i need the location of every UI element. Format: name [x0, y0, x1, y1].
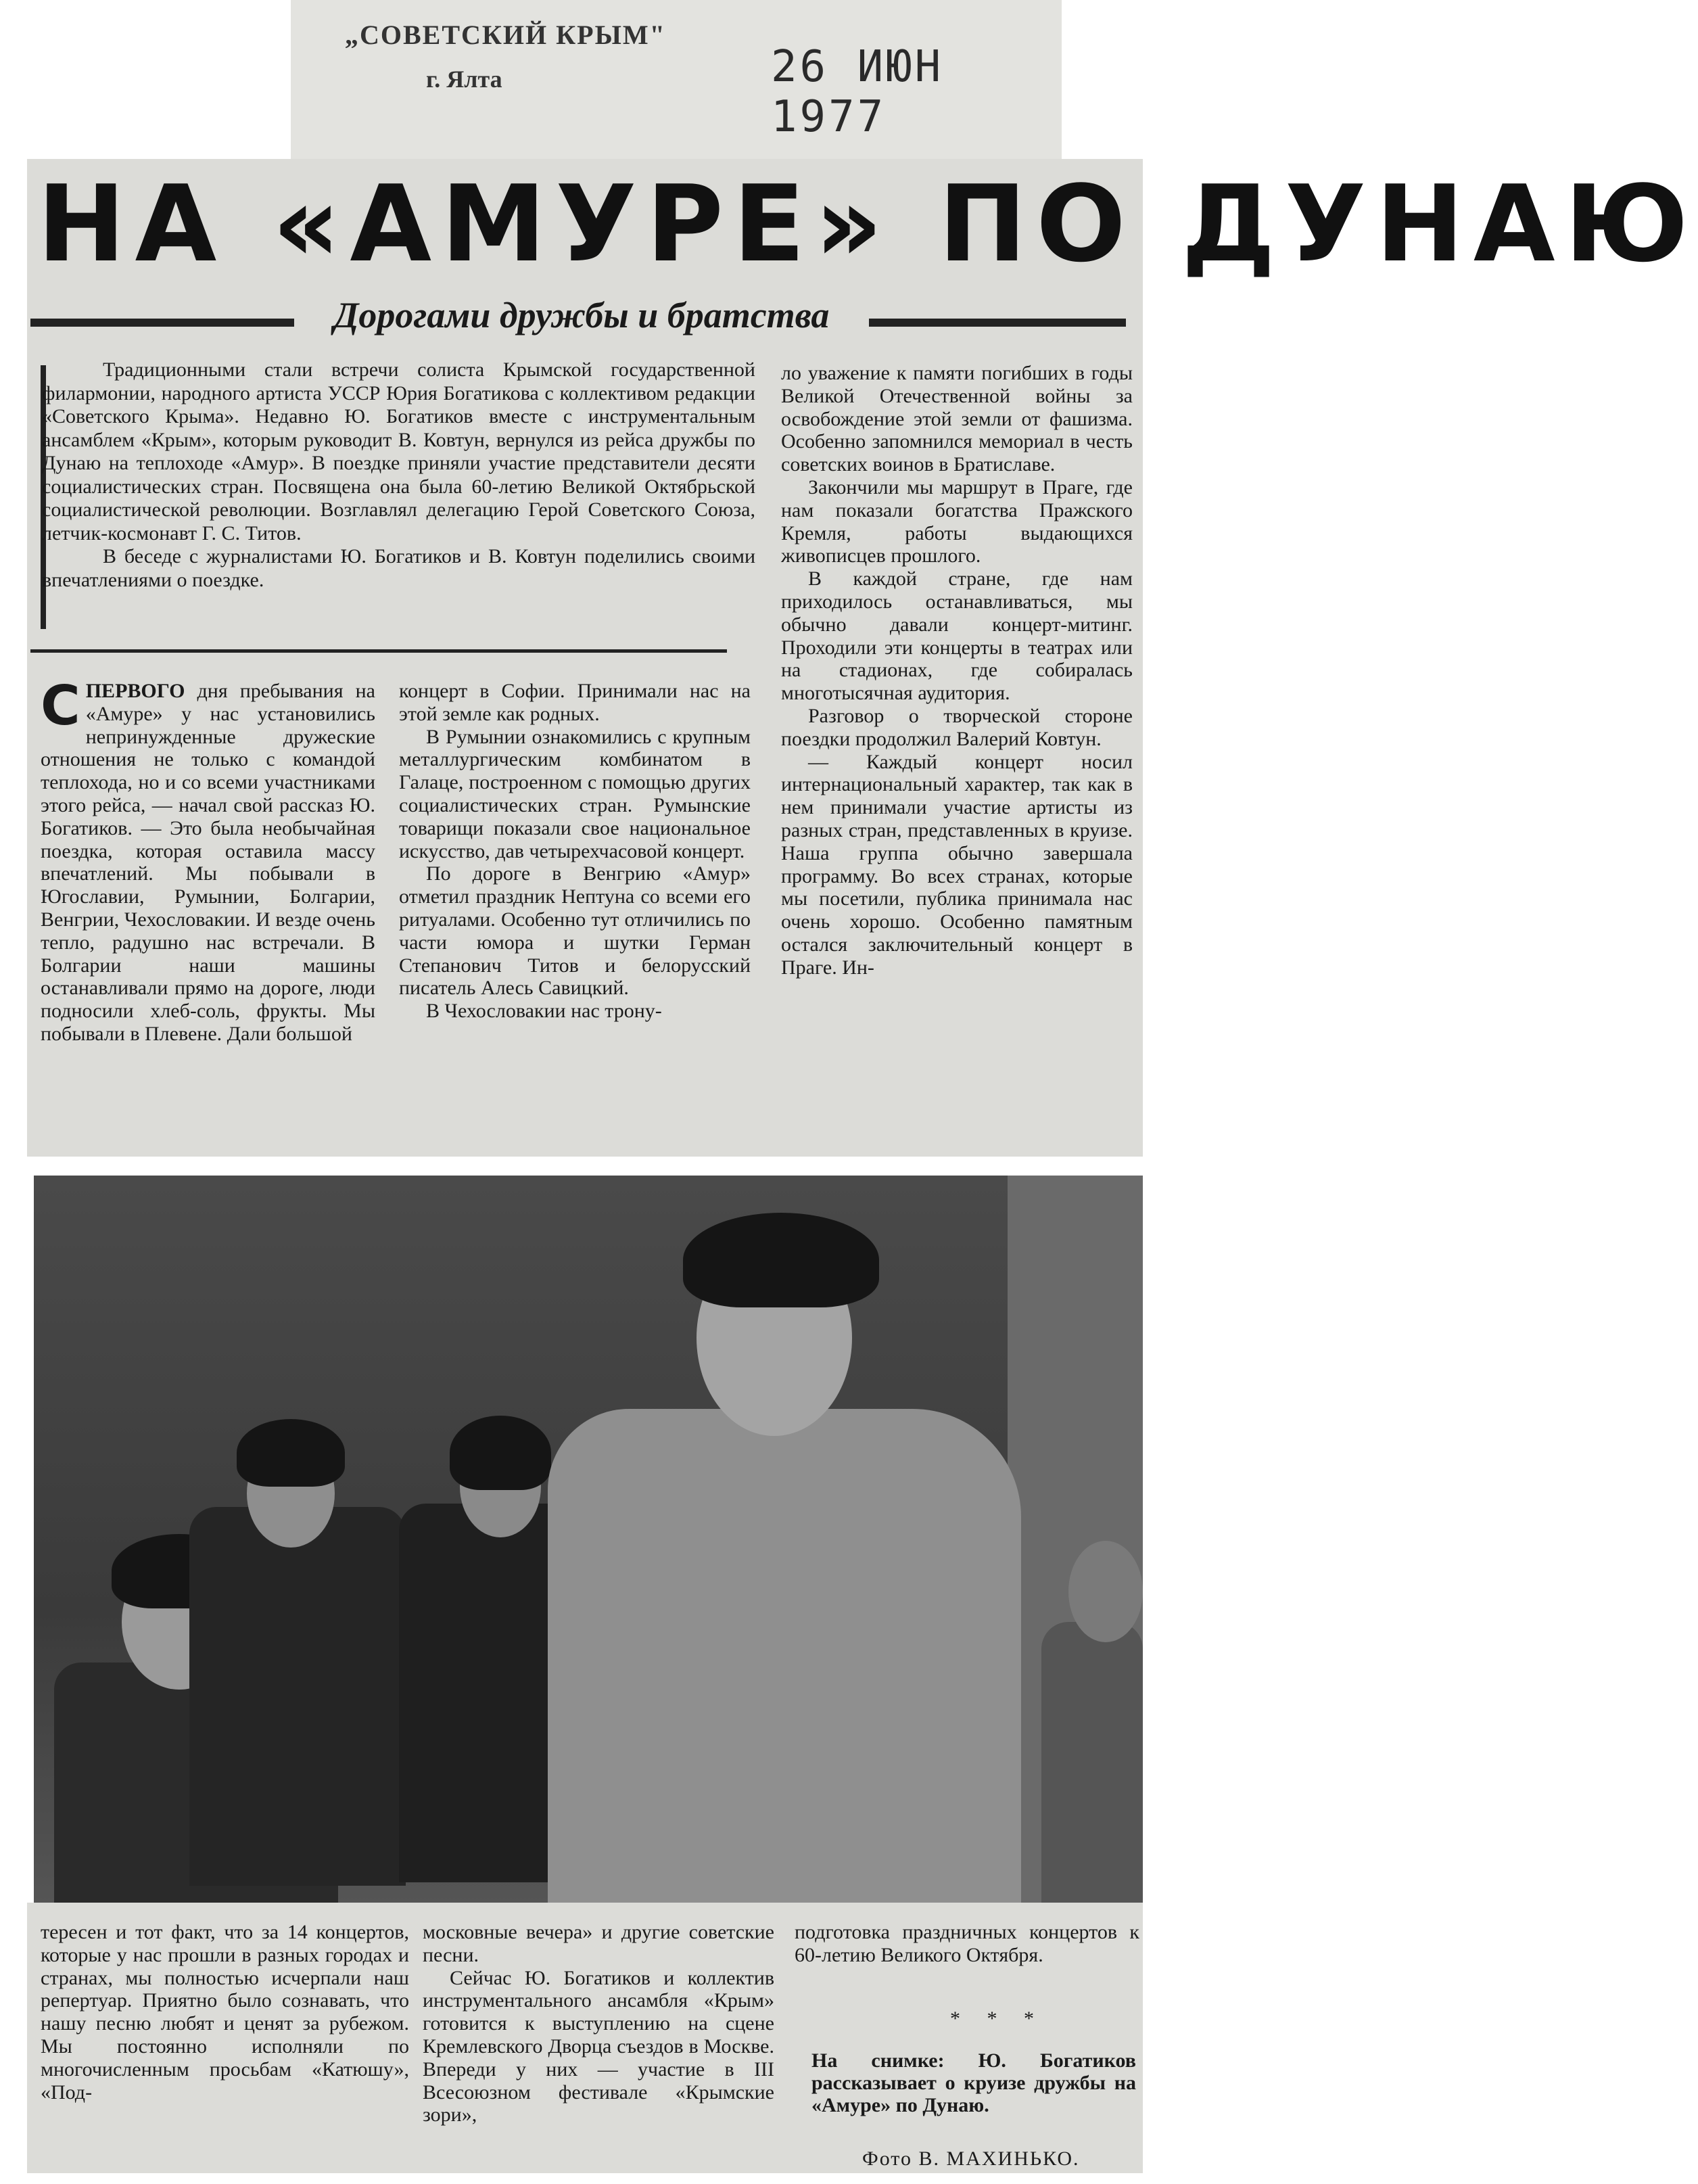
- first-word: ПЕРВОГО: [85, 680, 185, 702]
- column-text: Разговор о творческой стороне поездки продолжил Валерий Ковтун.: [781, 704, 1133, 750]
- article-column-3: [781, 362, 1133, 979]
- column-text: подготовка праздничных концертов к 60-летию Великого Октября.: [795, 1921, 1139, 1966]
- lead-text: Традиционными стали встречи солиста Крымской государственной филармонии, народного артиста УССР Юрия Богатикова с коллективом редакции «Советского Крыма». Недавно Ю. Богатиков вместе с инструментальным ансамблем «Крым», которым руководит В. Ковтун, вернулся из рейса дружбы по Дунаю на теплоходе «Амур». В поездке приняли участие представители десяти социалистических стран. Посвящена она была 60-летию Великой Октябрьской социалистической революции. Возглавлял делегацию Герой Советского Союза, летчик-космонавт Г. С. Титов.: [42, 358, 755, 544]
- column-text: дня пребывания на «Амуре» у нас установились непринужденные дружеские отношения не только с командой теплохода, но и со всеми участниками этого рейса, — начал свой рассказ Ю. Богатиков. — Это была необычайная поездка, которая оставила массу впечатлений. Мы побывали в Югославии, Румынии, Болгарии, Венгрии, Чехословакии. И везде очень тепло, радушно нас встречали. В Болгарии наши машины останавливали прямо на дороге, люди подносили хлеб-соль, фрукты. Мы побывали в Плевене. Дали большой: [41, 680, 375, 1045]
- lead-paragraph: [42, 358, 755, 592]
- column-text: В каждой стране, где нам приходилось останавливаться, мы обычно давали концерт-митинг. Проходили эти концерты в театрах или на стадионах, где собиралась многотысячная аудитория.: [781, 567, 1133, 705]
- photo-credit: Фото В. МАХИНЬКО.: [862, 2147, 1080, 2170]
- subheadline-row: [30, 294, 1133, 348]
- bottom-column-2: [423, 1921, 774, 2127]
- column-text: московные вечера» и другие советские песни.: [423, 1921, 774, 1966]
- column-text: тересен и тот факт, что за 14 концертов, которые у нас прошли в разных городах и странах, мы полностью исчерпали наш репертуар. Приятно было сознавать, что нашу песню любят и ценят за рубежом. Мы постоянно исполняли по многочисленным просьбам «Катюшу», «Под-: [41, 1921, 409, 2104]
- article-column-1: [41, 674, 375, 1046]
- column-text: В Чехословакии нас трону-: [426, 1000, 662, 1023]
- drop-cap: С: [41, 674, 80, 737]
- column-text: ло уважение к памяти погибших в годы Великой Отечественной войны за освобождение этой земли от фашизма. Особенно запомнился мемориал в честь советских воинов в Братиславе.: [781, 362, 1133, 476]
- bottom-column-3: [795, 1921, 1139, 1967]
- section-separator: * * *: [950, 2007, 1045, 2030]
- lead-text: В беседе с журналистами Ю. Богатиков и В. Ковтун поделились своими впечатлениями о поездке.: [42, 545, 755, 591]
- photo: [34, 1176, 1143, 1903]
- masthead: [291, 0, 1062, 159]
- headline: НА «АМУРЕ» ПО ДУНАЮ: [37, 162, 1698, 285]
- photo-caption: На снимке: Ю. Богатиков рассказывает о круизе дружбы на «Амуре» по Дунаю.: [811, 2049, 1136, 2116]
- column-text: — Каждый концерт носил интернациональный характер, так как в нем принимали участие артисты из разных стран, представленных в круизе. Наша группа обычно завершала программу. Во всех странах, которые мы посетили, публика принимала нас очень хорошо. Особенно памятным остался заключительный концерт в Праге. Ин-: [781, 750, 1133, 979]
- column-text: Закончили мы маршрут в Праге, где нам показали богатства Пражского Кремля, работы выдающихся живописцев прошлого.: [781, 475, 1133, 567]
- subheadline-rule-left: [30, 319, 294, 327]
- column-text: Сейчас Ю. Богатиков и коллектив инструментального ансамбля «Крым» готовится к выступлению на сцене Кремлевского Дворца съездов в Москве. Впереди у них — участие в III Всесоюзном фестивале «Крымские зори»,: [423, 1966, 774, 2127]
- lead-rule: [30, 649, 727, 653]
- column-text: По дороге в Венгрию «Амур» отметил праздник Нептуна со всеми его ритуалами. Особенно тут отличились по части юмора и шутки Герман Степанович Титов и белорусский писатель Алесь Савицкий.: [399, 862, 751, 1000]
- newspaper-city: г. Ялта: [426, 66, 502, 93]
- column-text: концерт в Софии. Принимали нас на этой земле как родных.: [399, 680, 751, 725]
- article-column-2: [399, 680, 751, 1023]
- column-text: В Румынии ознакомились с крупным металлургическим комбинатом в Галаце, построенном с помощью других социалистических стран. Румынские товарищи показали свое национальное искусство, дав четырехчасовой концерт.: [399, 725, 751, 862]
- newspaper-name: „СОВЕТСКИЙ КРЫМ": [345, 20, 666, 50]
- subheadline: Дорогами дружбы и братства: [333, 295, 830, 335]
- bottom-column-1: [41, 1921, 409, 2104]
- subheadline-rule-right: [869, 319, 1126, 327]
- date-stamp: 26 ИЮН 1977: [771, 42, 944, 142]
